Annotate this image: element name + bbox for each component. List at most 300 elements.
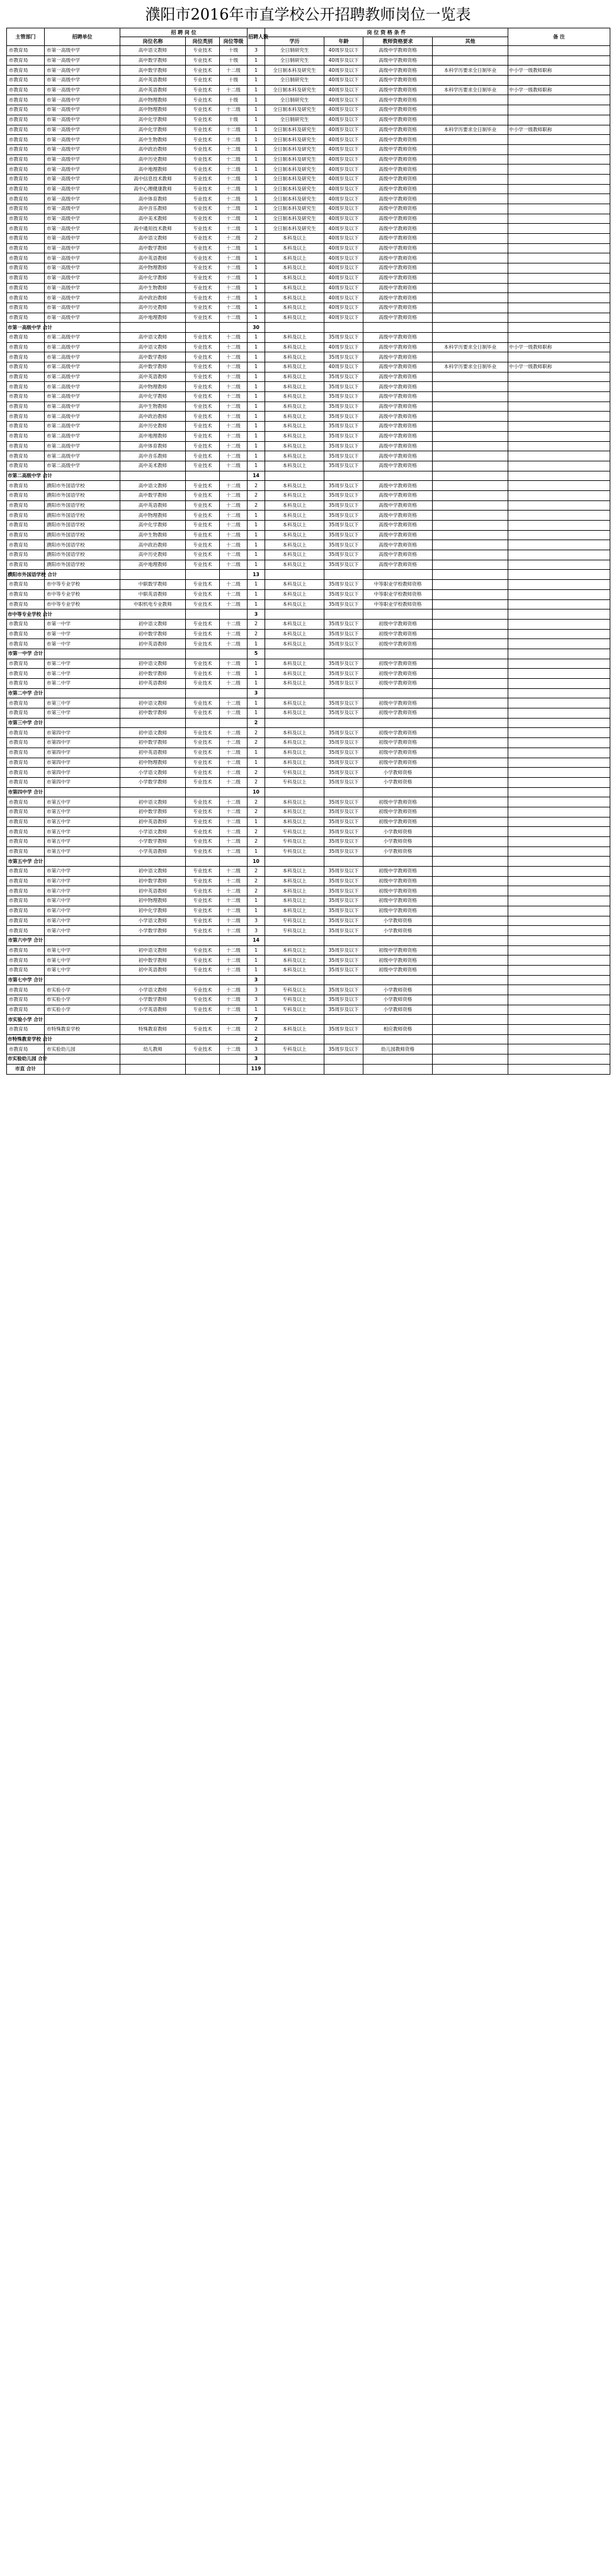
cell-unit: 市第二高级中学 [45,401,120,412]
cell-degree: 全日制本科及研究生 [265,105,324,115]
cell-note [508,768,610,778]
cell-other [433,580,508,590]
cell-degree: 全日制本科及研究生 [265,66,324,76]
cell-note [508,837,610,847]
cell-teacher-cert: 高级中学教师资格 [363,392,433,402]
cell-unit: 市第一高级中学 [45,174,120,184]
cell-degree: 本科及以上 [265,481,324,491]
cell-teacher-cert: 小学教师资格 [363,846,433,857]
cell-degree: 本科及以上 [265,332,324,342]
cell-dept: 市教育局 [7,85,45,95]
cell-note [508,580,610,590]
cell-count: 1 [248,332,265,342]
cell-unit [45,649,120,659]
cell-post-name: 高中数学教师 [120,243,186,253]
cell-count: 2 [248,867,265,877]
cell-post-level: 十二级 [220,530,248,540]
cell-post-name: 高中信息技术教师 [120,174,186,184]
cell-note [508,995,610,1005]
cell-teacher-cert: 高级中学教师资格 [363,451,433,461]
cell-note [508,55,610,66]
table-row [7,728,610,738]
cell-note [508,777,610,787]
cell-other [433,985,508,995]
cell-dept: 市第七中学 合计 [7,975,45,985]
cell-teacher-cert: 初级中学教师资格 [363,965,433,975]
cell-age: 35周岁及以下 [324,945,363,956]
cell-post-level: 十二级 [220,748,248,758]
cell-count: 10 [248,857,265,867]
cell-teacher-cert: 初级中学教师资格 [363,945,433,956]
cell-age: 40周岁及以下 [324,165,363,175]
cell-unit [45,718,120,728]
cell-dept: 市教育局 [7,965,45,975]
cell-note [508,1025,610,1035]
cell-age: 35周岁及以下 [324,332,363,342]
cell-other [433,718,508,728]
table-header [7,28,610,46]
cell-unit: 市第一高级中学 [45,144,120,154]
cell-dept: 市教育局 [7,1005,45,1015]
cell-age: 40周岁及以下 [324,342,363,352]
cell-degree: 全日制本科及研究生 [265,125,324,135]
header-post-level: 岗位等级 [220,37,248,46]
cell-other [433,500,508,511]
cell-count: 2 [248,797,265,807]
header-note: 备 注 [508,28,610,46]
cell-note [508,422,610,432]
cell-age: 35周岁及以下 [324,827,363,837]
cell-post-level: 十二级 [220,827,248,837]
table-row [7,401,610,412]
cell-post-type: 专业技术 [186,500,220,511]
cell-dept: 市教育局 [7,679,45,689]
cell-unit [45,471,120,481]
table-row [7,352,610,362]
cell-note [508,481,610,491]
cell-other [433,896,508,906]
cell-unit: 市第一高级中学 [45,115,120,125]
cell-unit: 市第五中学 [45,837,120,847]
table-row [7,105,610,115]
cell-post-level [220,718,248,728]
cell-post-level [220,688,248,698]
cell-age: 35周岁及以下 [324,511,363,521]
cell-post-name [120,787,186,797]
cell-age [324,688,363,698]
cell-post-level: 十二级 [220,165,248,175]
cell-unit [45,1054,120,1065]
cell-teacher-cert: 高级中学教师资格 [363,303,433,313]
table-row [7,639,610,649]
cell-teacher-cert [363,857,433,867]
cell-post-name: 高中历史教师 [120,422,186,432]
table-row [7,392,610,402]
cell-degree [265,1064,324,1074]
cell-degree [265,935,324,945]
cell-age: 35周岁及以下 [324,906,363,916]
cell-other: 本科学历要求全日制毕业 [433,125,508,135]
cell-degree: 专科及以上 [265,995,324,1005]
cell-other [433,906,508,916]
cell-post-name: 初中英语教师 [120,679,186,689]
table-row [7,273,610,283]
cell-count: 2 [248,500,265,511]
cell-degree: 本科及以上 [265,560,324,570]
cell-count: 1 [248,461,265,471]
cell-teacher-cert: 高级中学教师资格 [363,194,433,204]
cell-post-type: 专业技术 [186,708,220,719]
table-row [7,867,610,877]
cell-note [508,313,610,323]
cell-post-type: 专业技术 [186,530,220,540]
table-row [7,76,610,86]
cell-post-name: 高中物理教师 [120,95,186,105]
cell-age: 35周岁及以下 [324,521,363,531]
cell-unit: 市第一高级中学 [45,135,120,145]
cell-age: 40周岁及以下 [324,135,363,145]
cell-teacher-cert: 初级中学教师资格 [363,619,433,629]
cell-post-level: 十二级 [220,234,248,244]
cell-post-level: 十二级 [220,194,248,204]
cell-post-name: 小学语文教师 [120,768,186,778]
cell-post-name: 初中数学教师 [120,629,186,639]
cell-dept: 市实验小学 合计 [7,1015,45,1025]
cell-count: 1 [248,589,265,599]
cell-dept: 市教育局 [7,115,45,125]
cell-count: 1 [248,154,265,165]
cell-post-type: 专业技术 [186,135,220,145]
cell-dept: 市教育局 [7,401,45,412]
cell-degree: 本科及以上 [265,382,324,392]
cell-post-level: 十二级 [220,956,248,966]
cell-age: 35周岁及以下 [324,530,363,540]
cell-dept: 市教育局 [7,896,45,906]
cell-post-level: 十二级 [220,777,248,787]
table-row [7,945,610,956]
cell-unit: 濮阳市外国语学校 [45,521,120,531]
table-row [7,837,610,847]
cell-degree [265,857,324,867]
cell-unit: 市第六中学 [45,926,120,936]
cell-post-name: 高中音乐教师 [120,204,186,214]
cell-teacher-cert [363,1064,433,1074]
table-row [7,906,610,916]
cell-count: 1 [248,441,265,451]
cell-post-name: 高中英语教师 [120,253,186,263]
table-row [7,293,610,303]
table-row [7,243,610,253]
cell-other [433,76,508,86]
cell-post-name: 高中化学教师 [120,521,186,531]
cell-age: 35周岁及以下 [324,441,363,451]
cell-dept: 市教育局 [7,511,45,521]
cell-unit: 市第二高级中学 [45,431,120,441]
cell-age: 35周岁及以下 [324,540,363,550]
cell-post-level: 十级 [220,46,248,56]
cell-post-level: 十二级 [220,906,248,916]
cell-dept: 市第二高级中学 合计 [7,471,45,481]
cell-age: 35周岁及以下 [324,490,363,500]
cell-count: 2 [248,886,265,896]
cell-post-level: 十二级 [220,926,248,936]
cell-post-type: 专业技术 [186,174,220,184]
cell-note [508,135,610,145]
cell-other [433,965,508,975]
cell-note [508,204,610,214]
cell-dept: 市教育局 [7,807,45,817]
cell-dept: 市教育局 [7,521,45,531]
cell-age [324,570,363,580]
cell-post-type: 专业技术 [186,758,220,768]
subtotal-row [7,787,610,797]
cell-note [508,688,610,698]
table-row [7,589,610,599]
cell-degree: 全日制研究生 [265,46,324,56]
cell-note [508,857,610,867]
cell-post-type: 专业技术 [186,401,220,412]
cell-degree: 本科及以上 [265,392,324,402]
cell-note [508,876,610,886]
cell-post-type: 专业技术 [186,194,220,204]
cell-dept: 市教育局 [7,708,45,719]
cell-post-name [120,649,186,659]
cell-count: 2 [248,827,265,837]
table-row [7,481,610,491]
cell-unit: 市第一高级中学 [45,85,120,95]
cell-post-type: 专业技术 [186,165,220,175]
cell-note [508,154,610,165]
cell-post-name: 中职机电专业教师 [120,599,186,609]
cell-unit: 市第一高级中学 [45,234,120,244]
cell-age: 35周岁及以下 [324,965,363,975]
cell-teacher-cert: 高级中学教师资格 [363,490,433,500]
cell-post-type: 专业技术 [186,234,220,244]
cell-other [433,995,508,1005]
cell-post-name: 高中生物教师 [120,401,186,412]
cell-post-type: 专业技术 [186,412,220,422]
cell-age: 40周岁及以下 [324,204,363,214]
cell-degree: 本科及以上 [265,273,324,283]
cell-dept: 市教育局 [7,283,45,293]
cell-age: 35周岁及以下 [324,886,363,896]
cell-age [324,1034,363,1044]
cell-teacher-cert: 高级中学教师资格 [363,165,433,175]
subtotal-row [7,1015,610,1025]
cell-teacher-cert [363,975,433,985]
cell-note [508,659,610,669]
cell-degree: 本科及以上 [265,342,324,352]
cell-count: 2 [248,728,265,738]
cell-other [433,599,508,609]
cell-note [508,817,610,827]
cell-post-type: 专业技术 [186,679,220,689]
cell-age: 35周岁及以下 [324,392,363,402]
cell-unit [45,1015,120,1025]
cell-post-level: 十二级 [220,461,248,471]
cell-post-name: 高中美术教师 [120,214,186,224]
cell-degree [265,1054,324,1065]
cell-other [433,273,508,283]
table-row [7,125,610,135]
cell-post-level: 十二级 [220,154,248,165]
cell-post-level: 十二级 [220,540,248,550]
cell-age: 40周岁及以下 [324,46,363,56]
cell-other [433,1034,508,1044]
cell-unit: 市第四中学 [45,748,120,758]
cell-post-name: 高中心理健康教师 [120,184,186,194]
cell-degree: 本科及以上 [265,867,324,877]
cell-teacher-cert [363,1015,433,1025]
cell-teacher-cert [363,570,433,580]
cell-post-type: 专业技术 [186,273,220,283]
cell-other [433,876,508,886]
cell-unit: 市第一高级中学 [45,46,120,56]
cell-age: 35周岁及以下 [324,382,363,392]
cell-post-level: 十二级 [220,174,248,184]
cell-other [433,165,508,175]
cell-dept: 市教育局 [7,490,45,500]
cell-age [324,718,363,728]
cell-teacher-cert [363,609,433,620]
cell-unit [45,323,120,333]
cell-other [433,708,508,719]
cell-post-type: 专业技术 [186,55,220,66]
cell-count: 2 [248,807,265,817]
cell-other: 本科学历要求全日制毕业 [433,66,508,76]
cell-teacher-cert [363,649,433,659]
cell-degree: 本科及以上 [265,283,324,293]
cell-age: 35周岁及以下 [324,560,363,570]
cell-count: 1 [248,303,265,313]
cell-note [508,886,610,896]
cell-teacher-cert: 高级中学教师资格 [363,540,433,550]
cell-age: 35周岁及以下 [324,846,363,857]
table-row [7,382,610,392]
cell-note [508,797,610,807]
cell-other [433,540,508,550]
cell-post-type: 专业技术 [186,846,220,857]
cell-note [508,293,610,303]
cell-unit: 市第一高级中学 [45,214,120,224]
cell-post-level: 十二级 [220,698,248,708]
cell-post-level: 十二级 [220,451,248,461]
cell-other [433,105,508,115]
cell-dept: 市教育局 [7,224,45,234]
table-row [7,995,610,1005]
cell-post-level [220,787,248,797]
cell-post-level: 十二级 [220,876,248,886]
cell-post-type: 专业技术 [186,431,220,441]
cell-post-level: 十二级 [220,511,248,521]
cell-note [508,214,610,224]
cell-age: 35周岁及以下 [324,876,363,886]
cell-post-name: 高中英语教师 [120,76,186,86]
cell-count: 1 [248,521,265,531]
cell-post-name: 高中物理教师 [120,263,186,274]
cell-degree: 本科及以上 [265,698,324,708]
cell-dept: 市教育局 [7,234,45,244]
table-row [7,1005,610,1015]
cell-post-level [220,570,248,580]
cell-age: 40周岁及以下 [324,154,363,165]
cell-post-type: 专业技术 [186,669,220,679]
cell-unit: 市特殊教育学校 [45,1025,120,1035]
cell-post-name: 中职英语教师 [120,589,186,599]
cell-post-name [120,857,186,867]
cell-dept: 市中等专业学校 合计 [7,609,45,620]
cell-age [324,935,363,945]
cell-count: 1 [248,283,265,293]
cell-dept: 市教育局 [7,214,45,224]
table-row [7,876,610,886]
cell-teacher-cert: 高级中学教师资格 [363,76,433,86]
cell-post-level [220,857,248,867]
cell-teacher-cert: 高级中学教师资格 [363,214,433,224]
cell-age: 35周岁及以下 [324,1025,363,1035]
cell-teacher-cert: 中等职业学校教师资格 [363,589,433,599]
cell-unit [45,1064,120,1074]
subtotal-row [7,857,610,867]
cell-degree: 全日制本科及研究生 [265,204,324,214]
cell-teacher-cert: 初级中学教师资格 [363,738,433,748]
cell-count: 3 [248,916,265,926]
cell-teacher-cert: 高级中学教师资格 [363,550,433,560]
cell-post-level: 十二级 [220,85,248,95]
table-row [7,550,610,560]
cell-unit: 市第四中学 [45,738,120,748]
cell-post-level: 十二级 [220,837,248,847]
cell-post-level [220,649,248,659]
cell-count: 1 [248,540,265,550]
header-age: 年龄 [324,37,363,46]
cell-teacher-cert: 幼儿园教师资格 [363,1044,433,1054]
cell-teacher-cert: 高级中学教师资格 [363,115,433,125]
cell-count: 1 [248,580,265,590]
cell-post-name: 初中英语教师 [120,965,186,975]
cell-post-type: 专业技术 [186,886,220,896]
table-row [7,174,610,184]
table-row [7,165,610,175]
subtotal-row [7,718,610,728]
cell-post-name: 初中语文教师 [120,797,186,807]
cell-post-name: 高中数学教师 [120,362,186,373]
cell-age: 40周岁及以下 [324,214,363,224]
cell-post-type: 专业技术 [186,154,220,165]
cell-count: 3 [248,985,265,995]
cell-note [508,263,610,274]
cell-post-name: 高中历史教师 [120,303,186,313]
cell-note [508,748,610,758]
cell-post-name: 高中化学教师 [120,115,186,125]
cell-unit: 濮阳市外国语学校 [45,511,120,521]
header-post-name: 岗位名称 [120,37,186,46]
cell-dept: 市教育局 [7,995,45,1005]
cell-post-type: 专业技术 [186,965,220,975]
table-row [7,580,610,590]
cell-count: 1 [248,708,265,719]
cell-post-name: 高中政治教师 [120,293,186,303]
cell-degree: 本科及以上 [265,313,324,323]
cell-note [508,985,610,995]
cell-post-name: 高中体育教师 [120,441,186,451]
cell-degree: 本科及以上 [265,451,324,461]
cell-post-name [120,1034,186,1044]
cell-post-name: 高中物理教师 [120,511,186,521]
cell-teacher-cert [363,1054,433,1065]
cell-unit: 市实验小学 [45,995,120,1005]
cell-post-type: 专业技术 [186,1005,220,1015]
